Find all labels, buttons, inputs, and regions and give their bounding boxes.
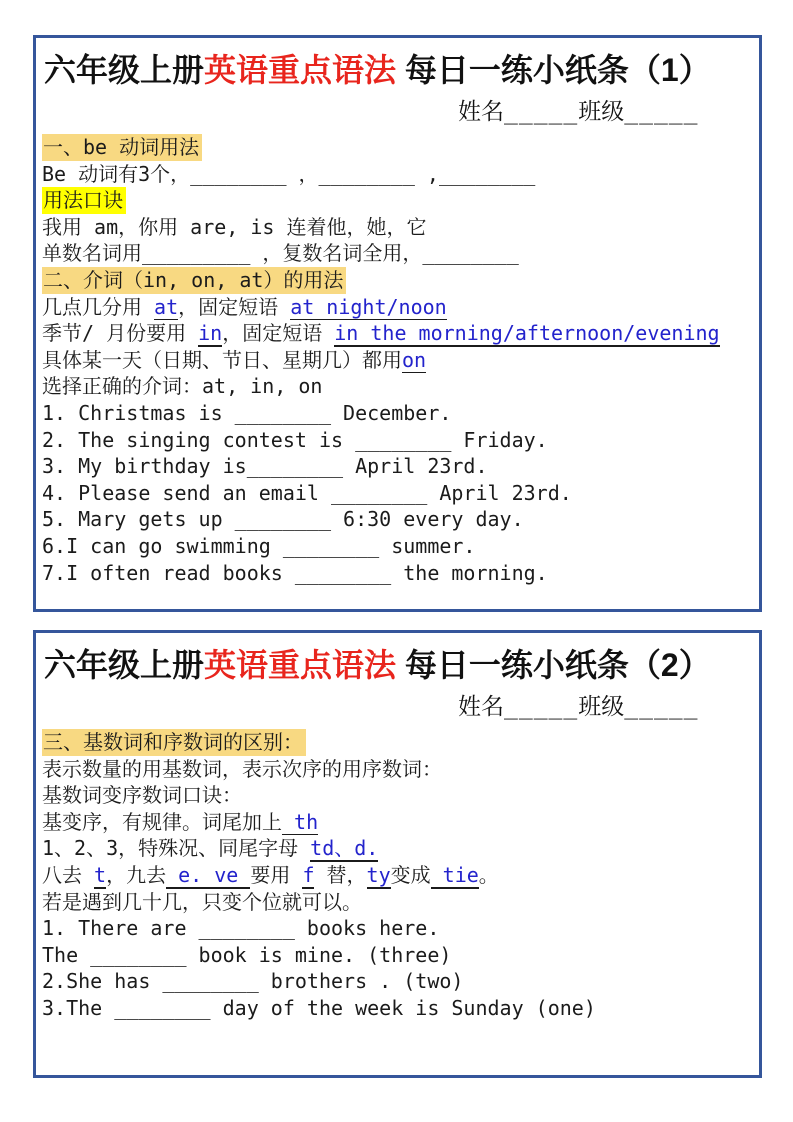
text-line — [42, 161, 753, 188]
text-segment: 基数词变序数词口诀： — [42, 783, 242, 808]
text-segment: ，固定短语 — [178, 294, 291, 319]
text-segment: 1. Christmas is ________ December. — [42, 400, 452, 425]
title-segment: 每日一练小纸条（1） — [396, 52, 711, 88]
text-segment: 5. Mary gets up ________ 6:30 every day. — [42, 507, 524, 532]
key-term: in the morning/afternoon/evening — [334, 321, 720, 346]
text-segment: 替， — [314, 862, 367, 887]
card-body — [42, 729, 753, 1022]
text-segment: 2.She has ________ brothers . (two) — [42, 969, 464, 994]
text-line — [42, 729, 753, 756]
text-line — [42, 320, 753, 347]
text-segment: 单数名词用_________ ，复数名词全用，________ — [42, 241, 519, 266]
key-term: on — [402, 347, 427, 372]
text-line — [42, 756, 753, 783]
text-line — [42, 214, 753, 241]
text-line — [42, 968, 753, 995]
worksheet-card-2 — [33, 630, 762, 1078]
text-segment: 。 — [478, 862, 499, 887]
key-term: e. — [166, 862, 215, 887]
text-segment: 基变序，有规律。词尾加上 — [42, 809, 282, 834]
text-line — [42, 809, 753, 836]
title-segment: 六年级上册 — [44, 647, 205, 683]
page-title — [42, 46, 753, 94]
text-segment: 表示数量的用基数词，表示次序的用序数词： — [42, 756, 442, 781]
text-line — [42, 995, 753, 1022]
title-segment: 每日一练小纸条（2） — [396, 647, 711, 683]
text-segment: 我用 am，你用 are, is 连着他，她，它 — [42, 214, 427, 239]
text-line — [42, 862, 753, 889]
worksheet-card-1 — [33, 35, 762, 612]
text-line — [42, 453, 753, 480]
text-line — [42, 373, 753, 400]
text-segment: Be 动词有3个，________ ，________ ,________ — [42, 161, 536, 186]
text-segment: 季节/ 月份要用 — [42, 321, 199, 346]
text-line — [42, 240, 753, 267]
title-segment-red: 英语重点语法 — [204, 52, 397, 88]
name-class-line — [42, 96, 753, 128]
class-label: 班级 — [578, 99, 625, 125]
section-heading: 三、基数词和序数词的区别： — [42, 729, 306, 756]
text-segment: 6.I can go swimming ________ summer. — [42, 533, 476, 558]
text-segment: 要用 — [250, 862, 303, 887]
text-line — [42, 915, 753, 942]
class-blank: _____ — [624, 99, 699, 125]
text-segment: 若是遇到几十几，只变个位就可以。 — [42, 889, 362, 914]
key-term: t — [94, 862, 107, 887]
key-term: at — [154, 294, 179, 319]
text-segment: 选择正确的介词：at, in, on — [42, 374, 323, 399]
text-line — [42, 506, 753, 533]
key-term: ve — [214, 862, 251, 887]
section-heading: 二、介词（in, on, at）的用法 — [42, 267, 346, 294]
text-segment: The ________ book is mine. (three) — [42, 942, 452, 967]
text-segment: 3.The ________ day of the week is Sunday (one) — [42, 995, 596, 1020]
page-title — [42, 641, 753, 689]
text-line — [42, 294, 753, 321]
key-term: th — [282, 809, 319, 834]
class-blank: _____ — [624, 694, 699, 720]
text-segment: ，九去 — [106, 862, 167, 887]
worksheet-page — [0, 35, 793, 1122]
text-line — [42, 134, 753, 161]
key-term: in — [198, 321, 223, 346]
key-term: at night/noon — [290, 294, 447, 319]
text-line — [42, 533, 753, 560]
name-blank: _____ — [504, 99, 579, 125]
key-term: td、d. — [310, 836, 379, 861]
text-line — [42, 782, 753, 809]
name-label: 姓名 — [458, 694, 504, 720]
text-segment: 3. My birthday is________ April 23rd. — [42, 454, 488, 479]
title-segment-red: 英语重点语法 — [204, 647, 397, 683]
text-line — [42, 187, 753, 214]
name-label: 姓名 — [458, 99, 504, 125]
keyword-highlight: 用法口诀 — [42, 187, 126, 214]
name-blank: _____ — [504, 694, 579, 720]
text-segment: 几点几分用 — [42, 294, 155, 319]
text-line — [42, 889, 753, 916]
text-line — [42, 560, 753, 587]
key-term: f — [302, 862, 315, 887]
section-heading: 一、be 动词用法 — [42, 134, 202, 161]
card-body — [42, 134, 753, 586]
text-segment: 7.I often read books ________ the morning. — [42, 560, 548, 585]
text-segment: ，固定短语 — [222, 321, 335, 346]
text-line — [42, 267, 753, 294]
text-line — [42, 480, 753, 507]
text-line — [42, 835, 753, 862]
text-segment: 具体某一天（日期、节日、星期几）都用 — [42, 347, 402, 372]
text-segment: 变成 — [390, 862, 431, 887]
text-line — [42, 427, 753, 454]
text-line — [42, 942, 753, 969]
text-segment: 八去 — [42, 862, 95, 887]
key-term: ty — [366, 862, 391, 887]
text-segment: 1. There are ________ books here. — [42, 916, 440, 941]
text-line — [42, 347, 753, 374]
text-segment: 1、2、3，特殊况、同尾字母 — [42, 836, 311, 861]
key-term: tie — [430, 862, 479, 887]
name-class-line — [42, 691, 753, 723]
text-line — [42, 400, 753, 427]
class-label: 班级 — [578, 694, 625, 720]
title-segment: 六年级上册 — [44, 52, 205, 88]
text-segment: 4. Please send an email ________ April 23rd. — [42, 480, 572, 505]
text-segment: 2. The singing contest is ________ Friday. — [42, 427, 548, 452]
